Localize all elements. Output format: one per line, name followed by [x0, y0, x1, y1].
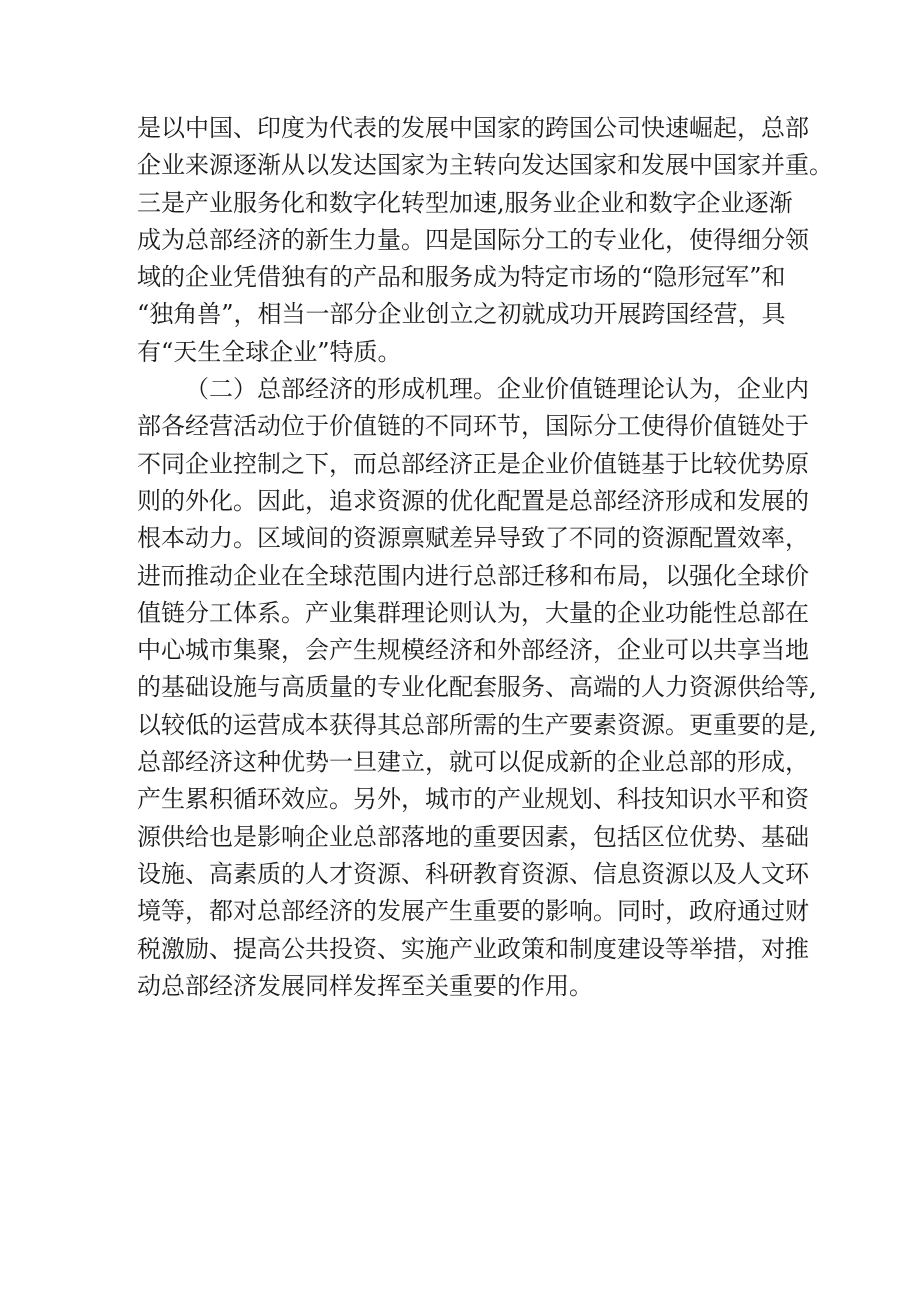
- text-line: 不同企业控制之下，而总部经济正是企业价值链基于比较优势原: [137, 449, 809, 478]
- text-line: 税激励、提高公共投资、实施产业政策和制度建设等举措，对推: [137, 934, 809, 963]
- text-line: 三是产业服务化和数字化转型加速,服务业企业和数字企业逐渐: [137, 188, 793, 217]
- text-line: 总部经济这种优势一旦建立，就可以促成新的企业总部的形成，: [137, 748, 809, 777]
- section-heading-line: （二）总部经济的形成机理。企业价值链理论认为，企业内: [185, 375, 809, 404]
- text-line: 设施、高素质的人才资源、科研教育资源、信息资源以及人文环: [137, 859, 809, 888]
- body-text: [137, 110, 833, 1005]
- text-line: 的基础设施与高质量的专业化配套服务、高端的人力资源供给等,: [137, 673, 817, 702]
- text-line: 是以中国、印度为代表的发展中国家的跨国公司快速崛起，总部: [137, 114, 809, 142]
- text-line: 动总部经济发展同样发挥至关重要的作用。: [137, 971, 593, 1000]
- text-line: 进而推动企业在全球范围内进行总部迁移和布局，以强化全球价: [137, 561, 809, 590]
- text-line: 成为总部经济的新生力量。四是国际分工的专业化，使得细分领: [137, 225, 809, 254]
- text-line: 根本动力。区域间的资源禀赋差异导致了不同的资源配置效率，: [137, 524, 809, 553]
- text-line: 境等，都对总部经济的发展产生重要的影响。同时，政府通过财: [137, 897, 809, 926]
- text-line: 中心城市集聚，会产生规模经济和外部经济，企业可以共享当地: [137, 636, 809, 665]
- text-line: 部各经营活动位于价值链的不同环节，国际分工使得价值链处于: [137, 412, 809, 441]
- text-line: 值链分工体系。产业集群理论则认为，大量的企业功能性总部在: [137, 598, 809, 627]
- text-line: 产生累积循环效应。另外，城市的产业规划、科技知识水平和资: [137, 785, 809, 814]
- text-line: 有“天生全球企业”特质。: [137, 337, 402, 366]
- text-line: 以较低的运营成本获得其总部所需的生产要素资源。更重要的是,: [137, 710, 817, 739]
- text-line: 则的外化。因此，追求资源的优化配置是总部经济形成和发展的: [137, 486, 809, 515]
- text-line: 企业来源逐渐从以发达国家为主转向发达国家和发展中国家并重。: [137, 151, 833, 180]
- text-line: 域的企业凭借独有的产品和服务成为特定市场的“隐形冠军”和: [137, 263, 786, 292]
- text-line: 源供给也是影响企业总部落地的重要因素，包括区位优势、基础: [137, 822, 809, 851]
- text-line: “独角兽”，相当一部分企业创立之初就成功开展跨国经营，具: [137, 300, 786, 329]
